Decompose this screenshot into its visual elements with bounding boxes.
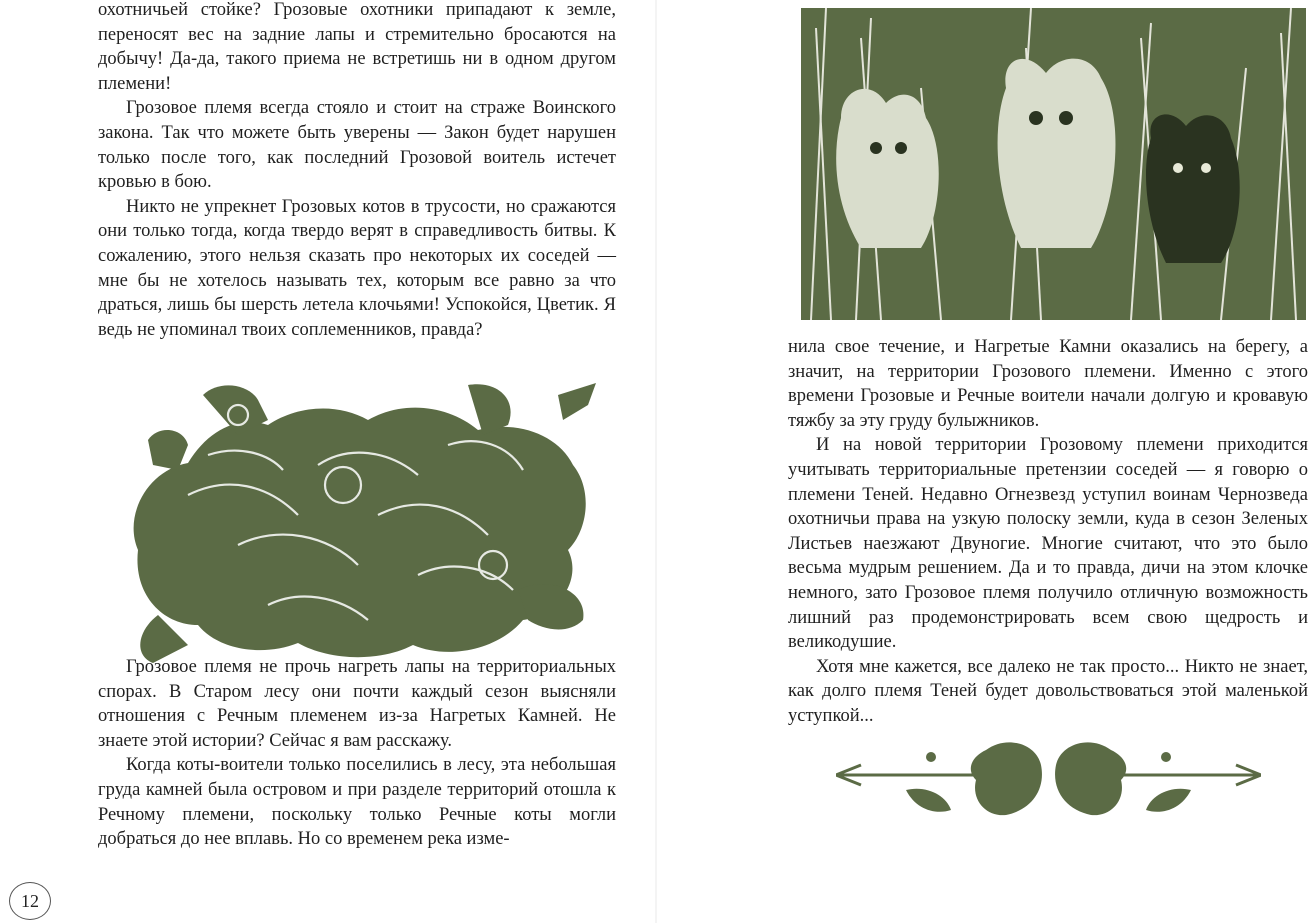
paragraph: Когда коты-воители только поселились в лесу, эта небольшая груда камней была островом и при разделе территорий отошла к Речному племени, поскольку только Речные коты могли добраться до нее вплавь. Но со временем река изме- <box>98 755 616 850</box>
left-top-text <box>98 0 616 342</box>
left-bottom-text <box>98 655 616 852</box>
paragraph: Никто не упрекнет Грозовых котов в трусости, но сражаются они только тогда, когда твердо верят в справедливость битвы. К сожалению, этого нельзя сказать про некоторых их соседей — мне бы не хотелось называть тех, которым все равно за что драться, лишь бы шерсть летела клочьями! Успокойся, Цветик. Я ведь не упоминал твоих соплеменников, правда? <box>98 196 616 340</box>
right-page <box>656 0 1312 923</box>
paragraph: Хотя мне кажется, все далеко не так просто... Никто не знает, как долго племя Теней будет довольствоваться этой маленькой уступкой... <box>788 656 1308 726</box>
cats-in-grass-illustration <box>801 8 1306 320</box>
page-number: 12 <box>9 882 51 920</box>
decorative-ornament <box>836 735 1261 825</box>
paragraph: И на новой территории Грозовому племени приходится учитывать территориальные претензии соседей — я говорю о племени Теней. Недавно Огнезвезд уступил воинам Чернозведа охотничьи права на узкую полоску земли, куда в сезон Зеленых Листьев наезжают Двуногие. Многие считают, что это было весьма мудрым решением. Да и то правда, дичи на этом клочке немного, зато Грозовое племя получило отличную возможность лишний раз продемонстрировать всем свою щедрость и великодушие. <box>788 435 1308 653</box>
paragraph: нила свое течение, и Нагретые Камни оказались на берегу, а значит, на территории Грозового племени. Именно с этого времени Грозовые и Речные воители начали долгую и кровавую тяжбу за эту груду булыжников. <box>788 337 1308 431</box>
fighting-cats-illustration <box>118 375 598 665</box>
right-text <box>788 335 1308 729</box>
paragraph: Грозовое племя не прочь нагреть лапы на территориальных спорах. В Старом лесу они почти каждый сезон выясняли отношения с Речным племенем из-за Нагретых Камней. Не знаете этой истории? Сейчас я вам расскажу. <box>98 657 616 751</box>
paragraph: охотничьей стойке? Грозовые охотники припадают к земле, переносят вес на задние лапы и стремительно бросаются на добычу! Да-да, такого приема не встретишь ни в одном другом племени! <box>98 0 616 94</box>
paragraph: Грозовое племя всегда стояло и стоит на страже Воинского закона. Так что можете быть уверены — Закон будет нарушен только после того, как последний Грозовой воитель истечет кровью в бою. <box>98 98 616 193</box>
